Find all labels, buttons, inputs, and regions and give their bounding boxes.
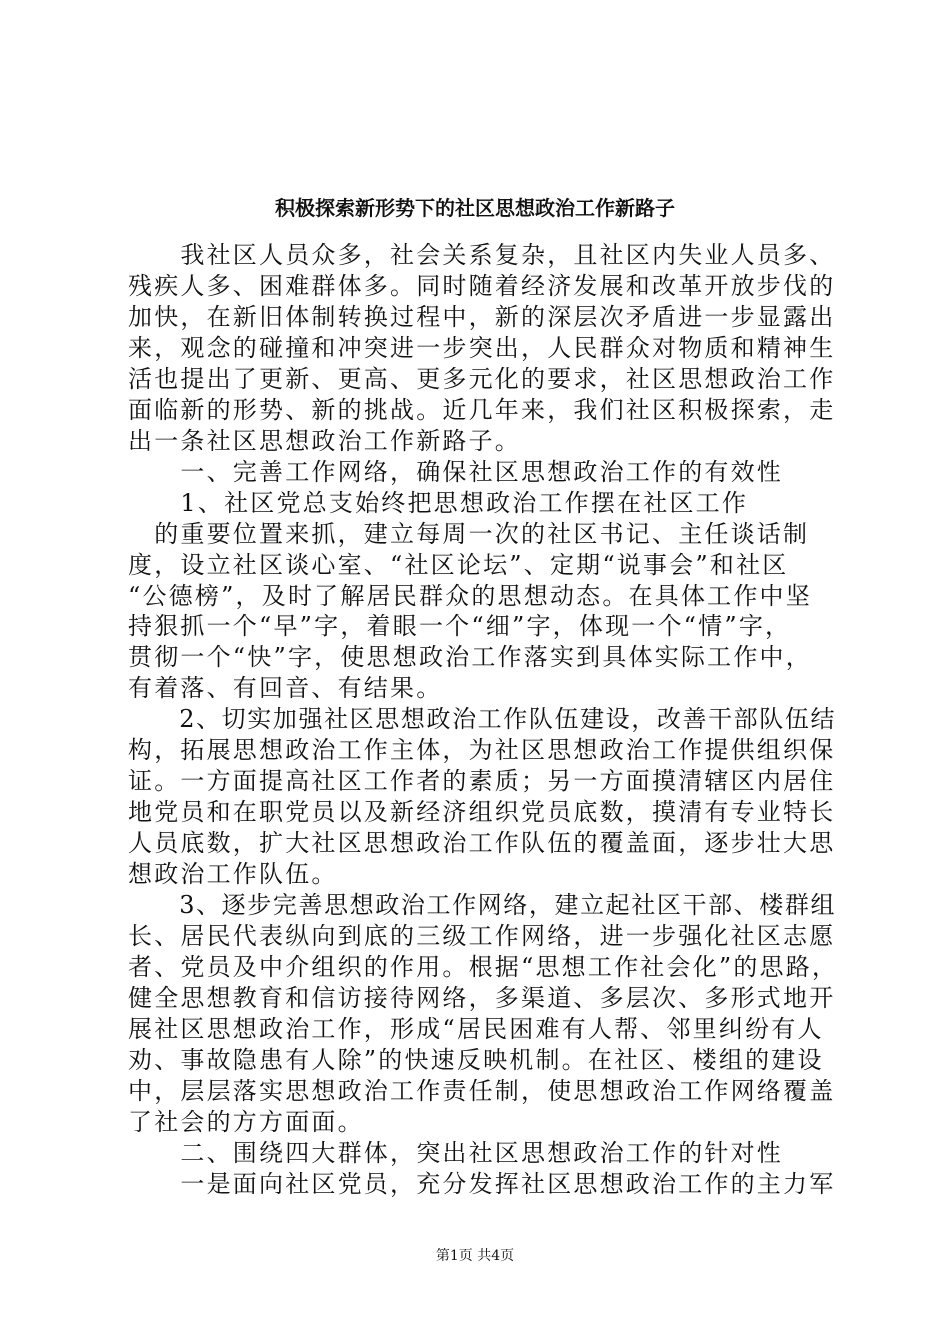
body-line: 一、完善工作网络，确保社区思想政治工作的有效性 (128, 457, 783, 486)
body-line: 加快，在新旧体制转换过程中，新的深层次矛盾进一步显露出 (128, 302, 836, 331)
body-line: 1、社区党总支始终把思想政治工作摆在社区工作 (128, 488, 749, 517)
body-line: 者、党员及中介组织的作用。根据“思想工作社会化”的思路， (128, 952, 839, 981)
body-line: 想政治工作队伍。 (128, 860, 338, 888)
body-line: 活也提出了更新、更高、更多元化的要求，社区思想政治工作 (128, 364, 836, 393)
body-line: 3、逐步完善思想政治工作网络，建立起社区干部、楼群组 (128, 890, 837, 919)
body-line: 了社会的方方面面。 (128, 1107, 364, 1136)
body-line: 出一条社区思想政治工作新路子。 (128, 426, 521, 455)
body-line: 度，设立社区谈心室、“社区论坛”、定期“说事会”和社区 (128, 550, 789, 579)
body-line: 的重要位置来抓，建立每周一次的社区书记、主任谈话制 (128, 519, 810, 548)
body-line: 面临新的形势、新的挑战。近几年来，我们社区积极探索，走 (128, 395, 836, 424)
body-line: 一是面向社区党员，充分发挥社区思想政治工作的主力军 (128, 1169, 836, 1198)
page-footer: 第1页 共4页 (435, 1248, 515, 1264)
document-title: 积极探索新形势下的社区思想政治工作新路子 (275, 196, 675, 220)
body-line: 健全思想教育和信访接待网络，多渠道、多层次、多形式地开 (128, 983, 836, 1012)
body-line: 构，拓展思想政治工作主体，为社区思想政治工作提供组织保 (128, 736, 836, 765)
body-line: 我社区人员众多，社会关系复杂，且社区内失业人员多、 (128, 241, 836, 269)
body-line: 持狠抓一个“早”字，着眼一个“细”字，体现一个“情”字， (128, 612, 792, 641)
body-line: 二、围绕四大群体，突出社区思想政治工作的针对性 (128, 1138, 783, 1167)
body-line: 有着落、有回音、有结果。 (128, 674, 443, 703)
body-line: 来，观念的碰撞和冲突进一步突出，人民群众对物质和精神生 (128, 333, 836, 362)
body-line: “公德榜”，及时了解居民群众的思想动态。在具体工作中坚 (128, 581, 812, 610)
body-line: 长、居民代表纵向到底的三级工作网络，进一步强化社区志愿 (128, 921, 836, 950)
body-line: 人员底数，扩大社区思想政治工作队伍的覆盖面，逐步壮大思 (128, 829, 836, 857)
body-line: 残疾人多、困难群体多。同时随着经济发展和改革开放步伐的 (128, 271, 836, 300)
body-line: 劝、事故隐患有人除”的快速反映机制。在社区、楼组的建设 (128, 1045, 824, 1074)
body-line: 地党员和在职党员以及新经济组织党员底数，摸清有专业特长 (128, 798, 836, 827)
body-line: 贯彻一个“快”字，使思想政治工作落实到具体实际工作中， (128, 643, 812, 672)
body-line: 2、切实加强社区思想政治工作队伍建设，改善干部队伍结 (128, 705, 837, 734)
body-line: 中，层层落实思想政治工作责任制，使思想政治工作网络覆盖 (128, 1076, 836, 1105)
body-line: 证。一方面提高社区工作者的素质；另一方面摸清辖区内居住 (128, 767, 836, 796)
body-line: 展社区思想政治工作，形成“居民困难有人帮、邻里纠纷有人 (128, 1014, 824, 1043)
